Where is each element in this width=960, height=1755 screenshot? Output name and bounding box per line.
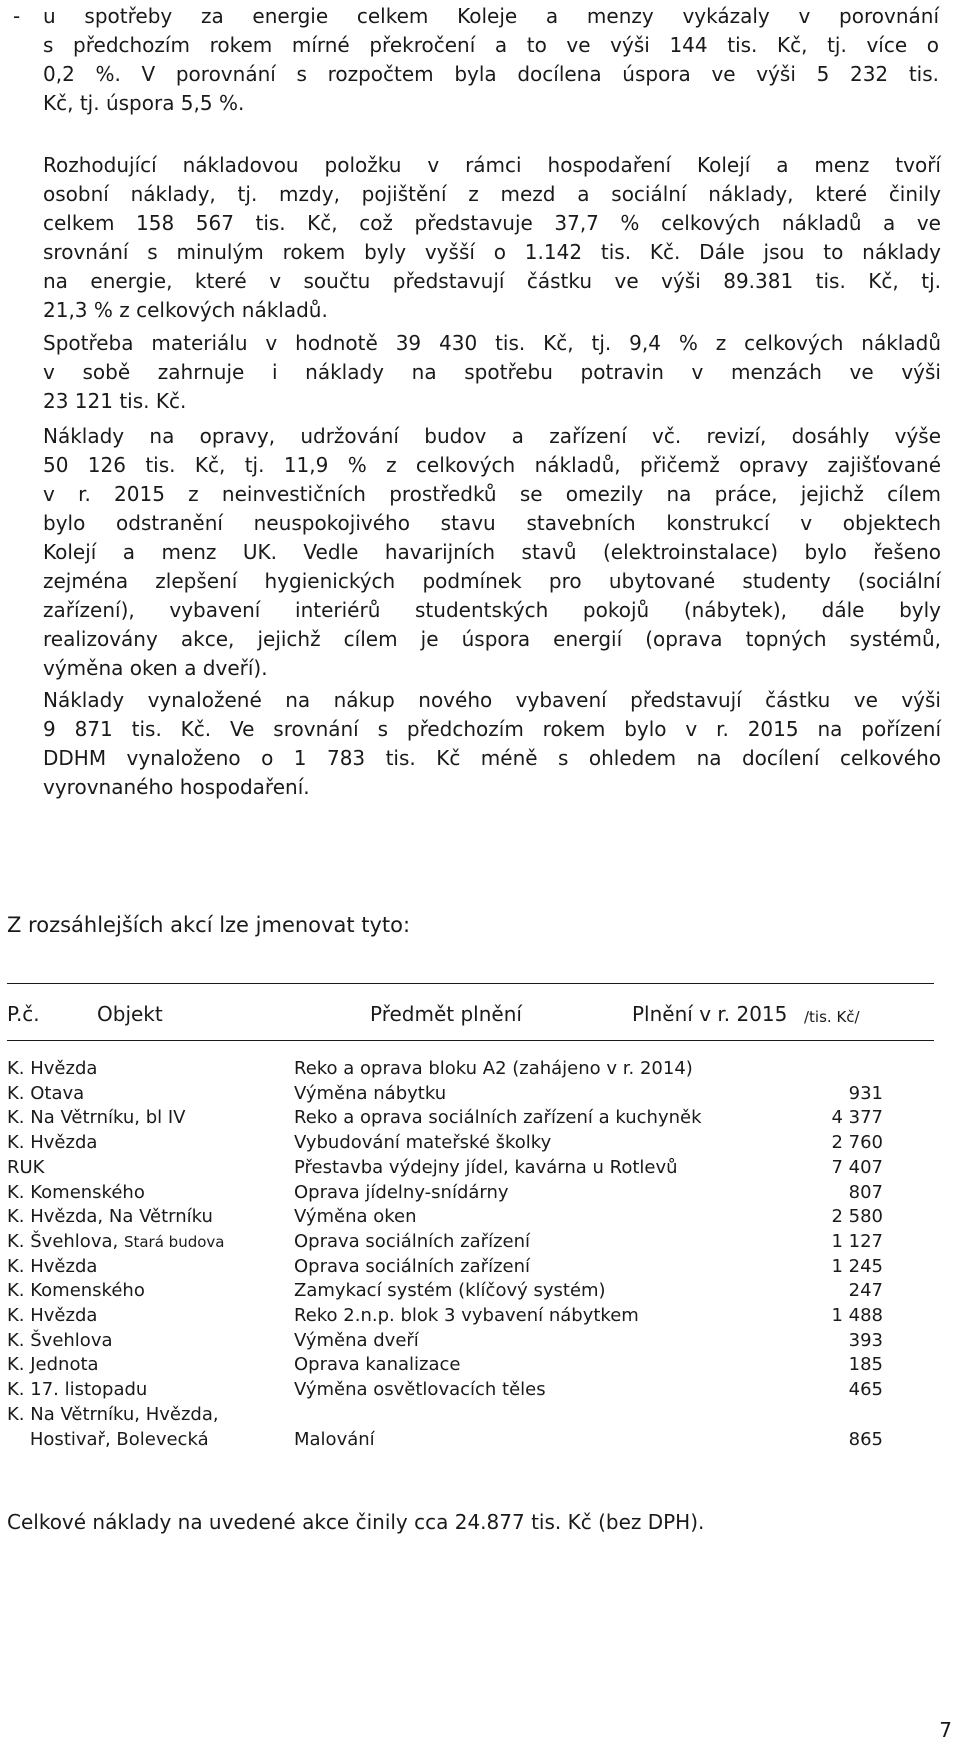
text-line: realizovány akce, jejichž cílem je úspora energií (oprava topných systémů, bbox=[43, 627, 941, 651]
cell-object-text: K. Švehlova, bbox=[7, 1230, 124, 1252]
cell-object-text: RUK bbox=[7, 1156, 45, 1178]
cell-object bbox=[7, 1131, 97, 1155]
header-amount: Plnění v r. 2015 bbox=[632, 1002, 788, 1026]
text-line: celkem 158 567 tis. Kč, což představuje 37,7 % celkových nákladů a ve bbox=[43, 211, 941, 235]
cell-amount: 1 245 bbox=[831, 1255, 883, 1277]
cell-object-text: K. Otava bbox=[7, 1082, 85, 1104]
cell-amount: 1 127 bbox=[831, 1230, 883, 1252]
cell-amount: 931 bbox=[848, 1082, 883, 1104]
cell-subject: Reko a oprava bloku A2 (zahájeno v r. 2014) bbox=[294, 1058, 693, 1079]
cell-object bbox=[7, 1205, 213, 1229]
cell-subject: Výměna oken bbox=[294, 1206, 417, 1228]
cell-subject: Reko a oprava sociálních zařízení a kuchyněk bbox=[294, 1107, 702, 1129]
total-costs: Celkové náklady na uvedené akce činily cca 24.877 tis. Kč (bez DPH). bbox=[7, 1510, 705, 1534]
cell-amount: 393 bbox=[848, 1329, 883, 1351]
cell-amount: 4 377 bbox=[831, 1107, 883, 1129]
text-line: vyrovnaného hospodaření. bbox=[43, 775, 310, 799]
table-row bbox=[7, 1329, 907, 1354]
text-line: výměna oken a dveří). bbox=[43, 656, 268, 680]
text-line: DDHM vynaloženo o 1 783 tis. Kč méně s ohledem na docílení celkového bbox=[43, 746, 941, 770]
table-row bbox=[7, 1403, 907, 1428]
cell-object bbox=[7, 1304, 97, 1328]
text-line: Kč, tj. úspora 5,5 %. bbox=[43, 91, 245, 115]
cell-object-text: K. Hvězda bbox=[7, 1255, 98, 1277]
cell-object bbox=[7, 1156, 45, 1180]
cell-subject: Oprava sociálních zařízení bbox=[294, 1255, 530, 1277]
table-row bbox=[7, 1279, 907, 1304]
cell-subject: Přestavba výdejny jídel, kavárna u Rotlevů bbox=[294, 1156, 678, 1178]
table-intro: Z rozsáhlejších akcí lze jmenovat tyto: bbox=[7, 913, 411, 937]
cell-object-text: K. Jednota bbox=[7, 1354, 99, 1376]
cell-subject: Oprava kanalizace bbox=[294, 1354, 461, 1376]
cell-amount: 865 bbox=[848, 1428, 883, 1450]
cell-amount: 807 bbox=[848, 1181, 883, 1203]
header-no: P.č. bbox=[7, 1002, 40, 1026]
cell-amount: 465 bbox=[848, 1379, 883, 1401]
cell-object-text: K. Hvězda bbox=[7, 1058, 98, 1079]
cell-subject: Oprava jídelny-snídárny bbox=[294, 1181, 509, 1203]
cell-object bbox=[7, 1106, 186, 1130]
cell-object-text: K. Komenského bbox=[7, 1181, 145, 1203]
table-row bbox=[7, 1057, 907, 1082]
table-top-rule bbox=[7, 983, 934, 984]
table-row bbox=[7, 1106, 907, 1131]
text-line: s předchozím rokem mírné překročení a to ve výši 144 tis. Kč, tj. více o bbox=[43, 33, 939, 57]
cell-amount: 247 bbox=[848, 1280, 883, 1302]
cell-object-note: Stará budova bbox=[123, 1232, 225, 1251]
cell-amount: 185 bbox=[848, 1354, 883, 1376]
header-subject: Předmět plnění bbox=[370, 1002, 522, 1026]
cell-object bbox=[7, 1279, 145, 1303]
header-object: Objekt bbox=[97, 1002, 163, 1026]
cell-object bbox=[7, 1428, 209, 1452]
cell-object bbox=[7, 1403, 219, 1427]
table-header-rule bbox=[7, 1040, 934, 1041]
cell-subject: Výměna nábytku bbox=[294, 1082, 447, 1104]
cell-object bbox=[7, 1057, 97, 1081]
cell-object-text: K. Komenského bbox=[7, 1280, 145, 1302]
cell-amount: 7 407 bbox=[831, 1156, 883, 1178]
cell-object bbox=[7, 1181, 145, 1205]
text-line: osobní náklady, tj. mzdy, pojištění z mezd a sociální náklady, které činily bbox=[43, 182, 941, 206]
text-line: 9 871 tis. Kč. Ve srovnání s předchozím rokem bylo v r. 2015 na pořízení bbox=[43, 717, 941, 741]
cell-object bbox=[7, 1329, 113, 1353]
cell-object-text: K. Hvězda bbox=[7, 1305, 98, 1326]
paragraph-energy bbox=[43, 2, 939, 118]
table-row bbox=[7, 1082, 907, 1107]
text-line: u spotřeby za energie celkem Koleje a menzy vykázaly v porovnání bbox=[43, 4, 939, 28]
text-line: srovnání s minulým rokem byly vyšší o 1.142 tis. Kč. Dále jsou to náklady bbox=[43, 240, 941, 264]
text-line: Náklady na opravy, udržování budov a zařízení vč. revizí, dosáhly výše bbox=[43, 424, 941, 448]
text-line: Rozhodující nákladovou položku v rámci hospodaření Kolejí a menz tvoří bbox=[43, 153, 941, 177]
paragraph-repairs bbox=[43, 422, 941, 683]
table-row bbox=[7, 1156, 907, 1181]
page-number: 7 bbox=[939, 1718, 952, 1742]
cell-object-text: Hostivař, Bolevecká bbox=[7, 1428, 209, 1450]
cell-subject: Vybudování mateřské školky bbox=[294, 1132, 552, 1154]
cell-object bbox=[7, 1353, 99, 1377]
table-row bbox=[7, 1428, 907, 1453]
text-line: Spotřeba materiálu v hodnotě 39 430 tis. Kč, tj. 9,4 % z celkových nákladů bbox=[43, 331, 941, 355]
cell-object-text: K. Na Větrníku, bl IV bbox=[7, 1107, 186, 1129]
cell-amount: 1 488 bbox=[831, 1305, 883, 1326]
paragraph-material bbox=[43, 329, 941, 416]
text-line: Kolejí a menz UK. Vedle havarijních stavů (elektroinstalace) bylo řešeno bbox=[43, 540, 941, 564]
cell-subject: Reko 2.n.p. blok 3 vybavení nábytkem bbox=[294, 1305, 639, 1326]
text-line: v r. 2015 z neinvestičních prostředků se omezily na práce, jejichž cílem bbox=[43, 482, 941, 506]
table-row bbox=[7, 1353, 907, 1378]
text-line: 23 121 tis. Kč. bbox=[43, 389, 187, 413]
paragraph-personnel-costs bbox=[43, 151, 941, 325]
text-line: 0,2 %. V porovnání s rozpočtem byla docílena úspora ve výši 5 232 tis. bbox=[43, 62, 939, 86]
text-line: 50 126 tis. Kč, tj. 11,9 % z celkových nákladů, přičemž opravy zajišťované bbox=[43, 453, 941, 477]
cell-amount: 2 760 bbox=[831, 1132, 883, 1154]
text-line: 21,3 % z celkových nákladů. bbox=[43, 298, 328, 322]
cell-object bbox=[7, 1082, 84, 1106]
table-row bbox=[7, 1131, 907, 1156]
cell-object-text: K. Na Větrníku, Hvězda, bbox=[7, 1403, 219, 1425]
table-row bbox=[7, 1255, 907, 1280]
cell-object-text: K. Hvězda, Na Větrníku bbox=[7, 1206, 213, 1228]
paragraph-equipment bbox=[43, 686, 941, 802]
bullet-mark: - bbox=[13, 4, 21, 28]
cell-subject: Zamykací systém (klíčový systém) bbox=[294, 1280, 606, 1302]
header-unit: /tis. Kč/ bbox=[804, 1008, 860, 1026]
text-line: na energie, které v součtu představují částku ve výši 89.381 tis. Kč, tj. bbox=[43, 269, 941, 293]
cell-object-text: K. 17. listopadu bbox=[7, 1379, 148, 1401]
table-row bbox=[7, 1205, 907, 1230]
table-row bbox=[7, 1230, 907, 1255]
cell-subject: Výměna dveří bbox=[294, 1329, 419, 1351]
cell-amount: 2 580 bbox=[831, 1206, 883, 1228]
cell-subject: Malování bbox=[294, 1428, 375, 1450]
text-line: Náklady vynaložené na nákup nového vybavení představují částku ve výši bbox=[43, 688, 941, 712]
text-line: zařízení), vybavení interiérů studentských pokojů (nábytek), dále byly bbox=[43, 598, 941, 622]
table-row bbox=[7, 1304, 907, 1329]
cell-object-text: K. Švehlova bbox=[7, 1329, 113, 1351]
cell-subject: Výměna osvětlovacích těles bbox=[294, 1379, 546, 1401]
cell-object-text: K. Hvězda bbox=[7, 1132, 98, 1154]
table-row bbox=[7, 1181, 907, 1206]
text-line: v sobě zahrnuje i náklady na spotřebu potravin v menzách ve výši bbox=[43, 360, 941, 384]
cell-object bbox=[7, 1378, 147, 1402]
text-line: bylo odstranění neuspokojivého stavu stavebních konstrukcí v objektech bbox=[43, 511, 941, 535]
cell-object bbox=[7, 1230, 224, 1254]
cell-object bbox=[7, 1255, 97, 1279]
table-row bbox=[7, 1378, 907, 1403]
cell-subject: Oprava sociálních zařízení bbox=[294, 1230, 530, 1252]
text-line: zejména zlepšení hygienických podmínek pro ubytované studenty (sociální bbox=[43, 569, 941, 593]
